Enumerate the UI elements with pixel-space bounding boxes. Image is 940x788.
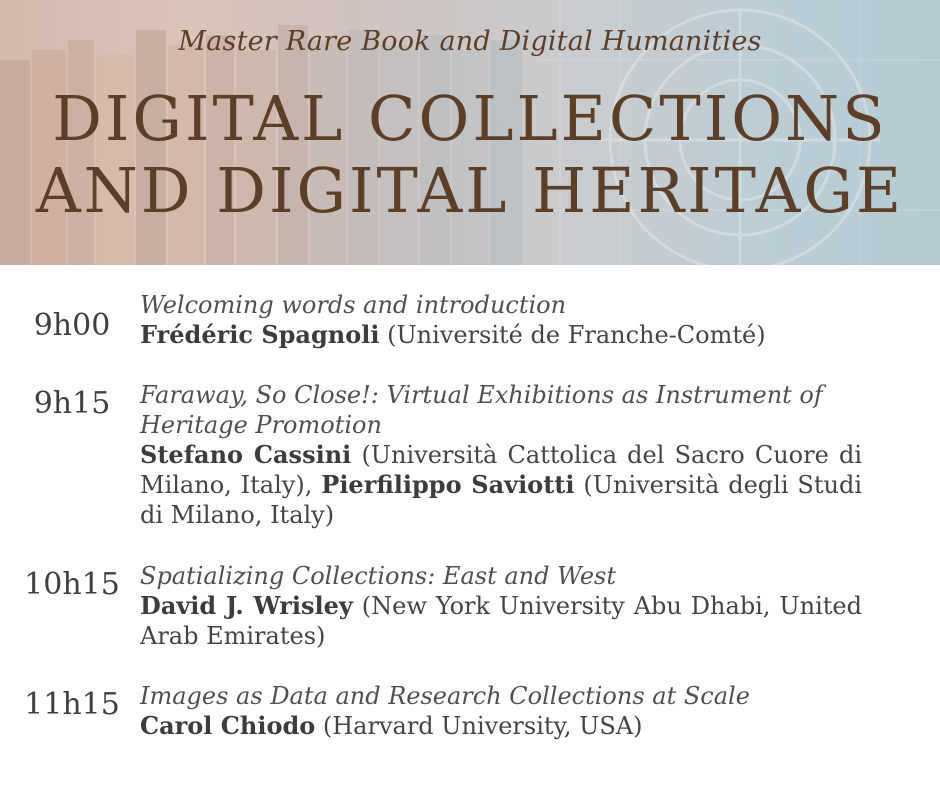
speaker-name: Carol Chiodo [140, 711, 316, 740]
speaker-name: Frédéric Spagnoli [140, 320, 380, 349]
speaker-line [140, 440, 862, 530]
speaker-affiliation: (Harvard University, USA) [315, 712, 643, 740]
speaker-affiliation: (Université de Franche-Comté) [379, 321, 766, 349]
speaker-affiliation: (New York University Abu Dhabi, United Arab Emirates) [140, 592, 862, 650]
speaker-name: Pierfilippo Saviotti [321, 470, 575, 499]
session-time: 10h15 [24, 567, 120, 602]
session-time: 11h15 [24, 687, 120, 722]
speaker-name: Stefano Cassini [140, 440, 352, 469]
session-time: 9h00 [33, 308, 111, 343]
talk-title: Faraway, So Close!: Virtual Exhibitions as Instrument of Heritage Promotion [140, 381, 823, 439]
session-details [140, 561, 862, 651]
session-details [140, 681, 862, 741]
program-subtitle: Master Rare Book and Digital Humanities [178, 26, 762, 57]
speaker-affiliation: (Università Cattolica del Sacro Cuore di Milano, Italy), [140, 441, 863, 499]
event-title-line-1: DIGITAL COLLECTIONS [52, 82, 888, 155]
talk-title: Welcoming words and introduction [140, 291, 567, 319]
speaker-line [140, 320, 862, 350]
session-details [140, 290, 862, 350]
speaker-affiliation: (Università degli Studi di Milano, Italy) [140, 471, 862, 529]
session-details [140, 380, 862, 530]
speaker-line [140, 711, 862, 741]
session-time: 9h15 [33, 386, 111, 421]
speaker-name: David J. Wrisley [140, 591, 353, 620]
speaker-line [140, 591, 862, 651]
talk-title: Images as Data and Research Collections at Scale [140, 682, 750, 710]
header-banner [0, 0, 940, 265]
talk-title: Spatializing Collections: East and West [140, 562, 616, 590]
event-title-line-2: AND DIGITAL HERITAGE [35, 154, 905, 227]
